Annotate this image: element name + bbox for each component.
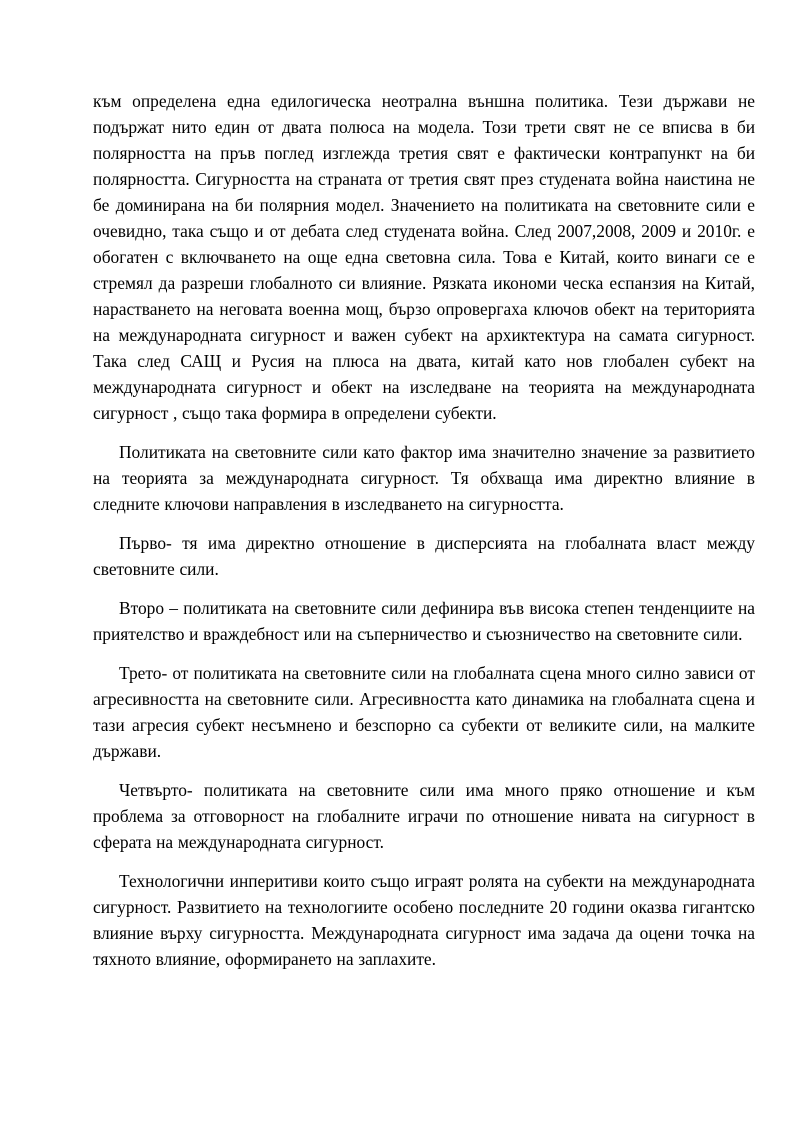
document-text-column	[93, 88, 755, 972]
paragraph-4: Второ – политиката на световните сили дефинира във висока степен тенденциите на приятелство и враждебност или на съперничество и съюзничество на световните сили.	[93, 598, 755, 644]
paragraph-5: Трето- от политиката на световните сили на глобалната сцена много силно зависи от агресивността на световните сили. Агресивността като динамика на глобалната сцена и тази агресия субект несъмнено и безспорно са субекти от великите сили, на малките държави.	[93, 663, 755, 761]
paragraph-7: Технологични инперитиви които също играят ролята на субекти на международната сигурност. Развитието на технологиите особено последните 20 години оказва гигантско влияние върху сигурността. Международната сигурност има задача да оцени точка на тяхното влияние, оформирането на заплахите.	[93, 871, 755, 969]
paragraph-2: Политиката на световните сили като фактор има значително значение за развитието на теорията за международната сигурност. Тя обхваща има директно влияние в следните ключови направления в изследването на сигурността.	[93, 442, 755, 514]
paragraph-3: Първо- тя има директно отношение в дисперсията на глобалната власт между световните сили.	[93, 533, 755, 579]
paragraph-6: Четвърто- политиката на световните сили има много пряко отношение и към проблема за отговорност на глобалните играчи по отношение нивата на сигурност в сферата на международната сигурност.	[93, 780, 755, 852]
paragraph-1: към определена една едилогическа неотрална външна политика. Тези държави не подържат нито един от двата полюса на модела. Този трети свят не се вписва в би полярността на пръв поглед изглежда третия свят е фактически контрапункт на би полярността. Сигурността на страната от третия свят през студената война наистина не бе доминирана на би полярния модел. Значението на политиката на световните сили е очевидно, така също и от дебата след студената война. След 2007,2008, 2009 и 2010г. е обогатен с включването на още една световна сила. Това е Китай, които винаги се е стремял да разреши глобалното си влияние. Рязката икономи ческа еспанзия на Китай, нарастването на неговата военна мощ, бързо опровергаха ключов обект на територията на международната сигурност и важен субект на архиктектура на самата сигурност. Така след САЩ и Русия на плюса на двата, китай като нов глобален субект на международната сигурност и обект на изследване на теорията на международната сигурност , също така формира в определени субекти.	[93, 91, 755, 423]
